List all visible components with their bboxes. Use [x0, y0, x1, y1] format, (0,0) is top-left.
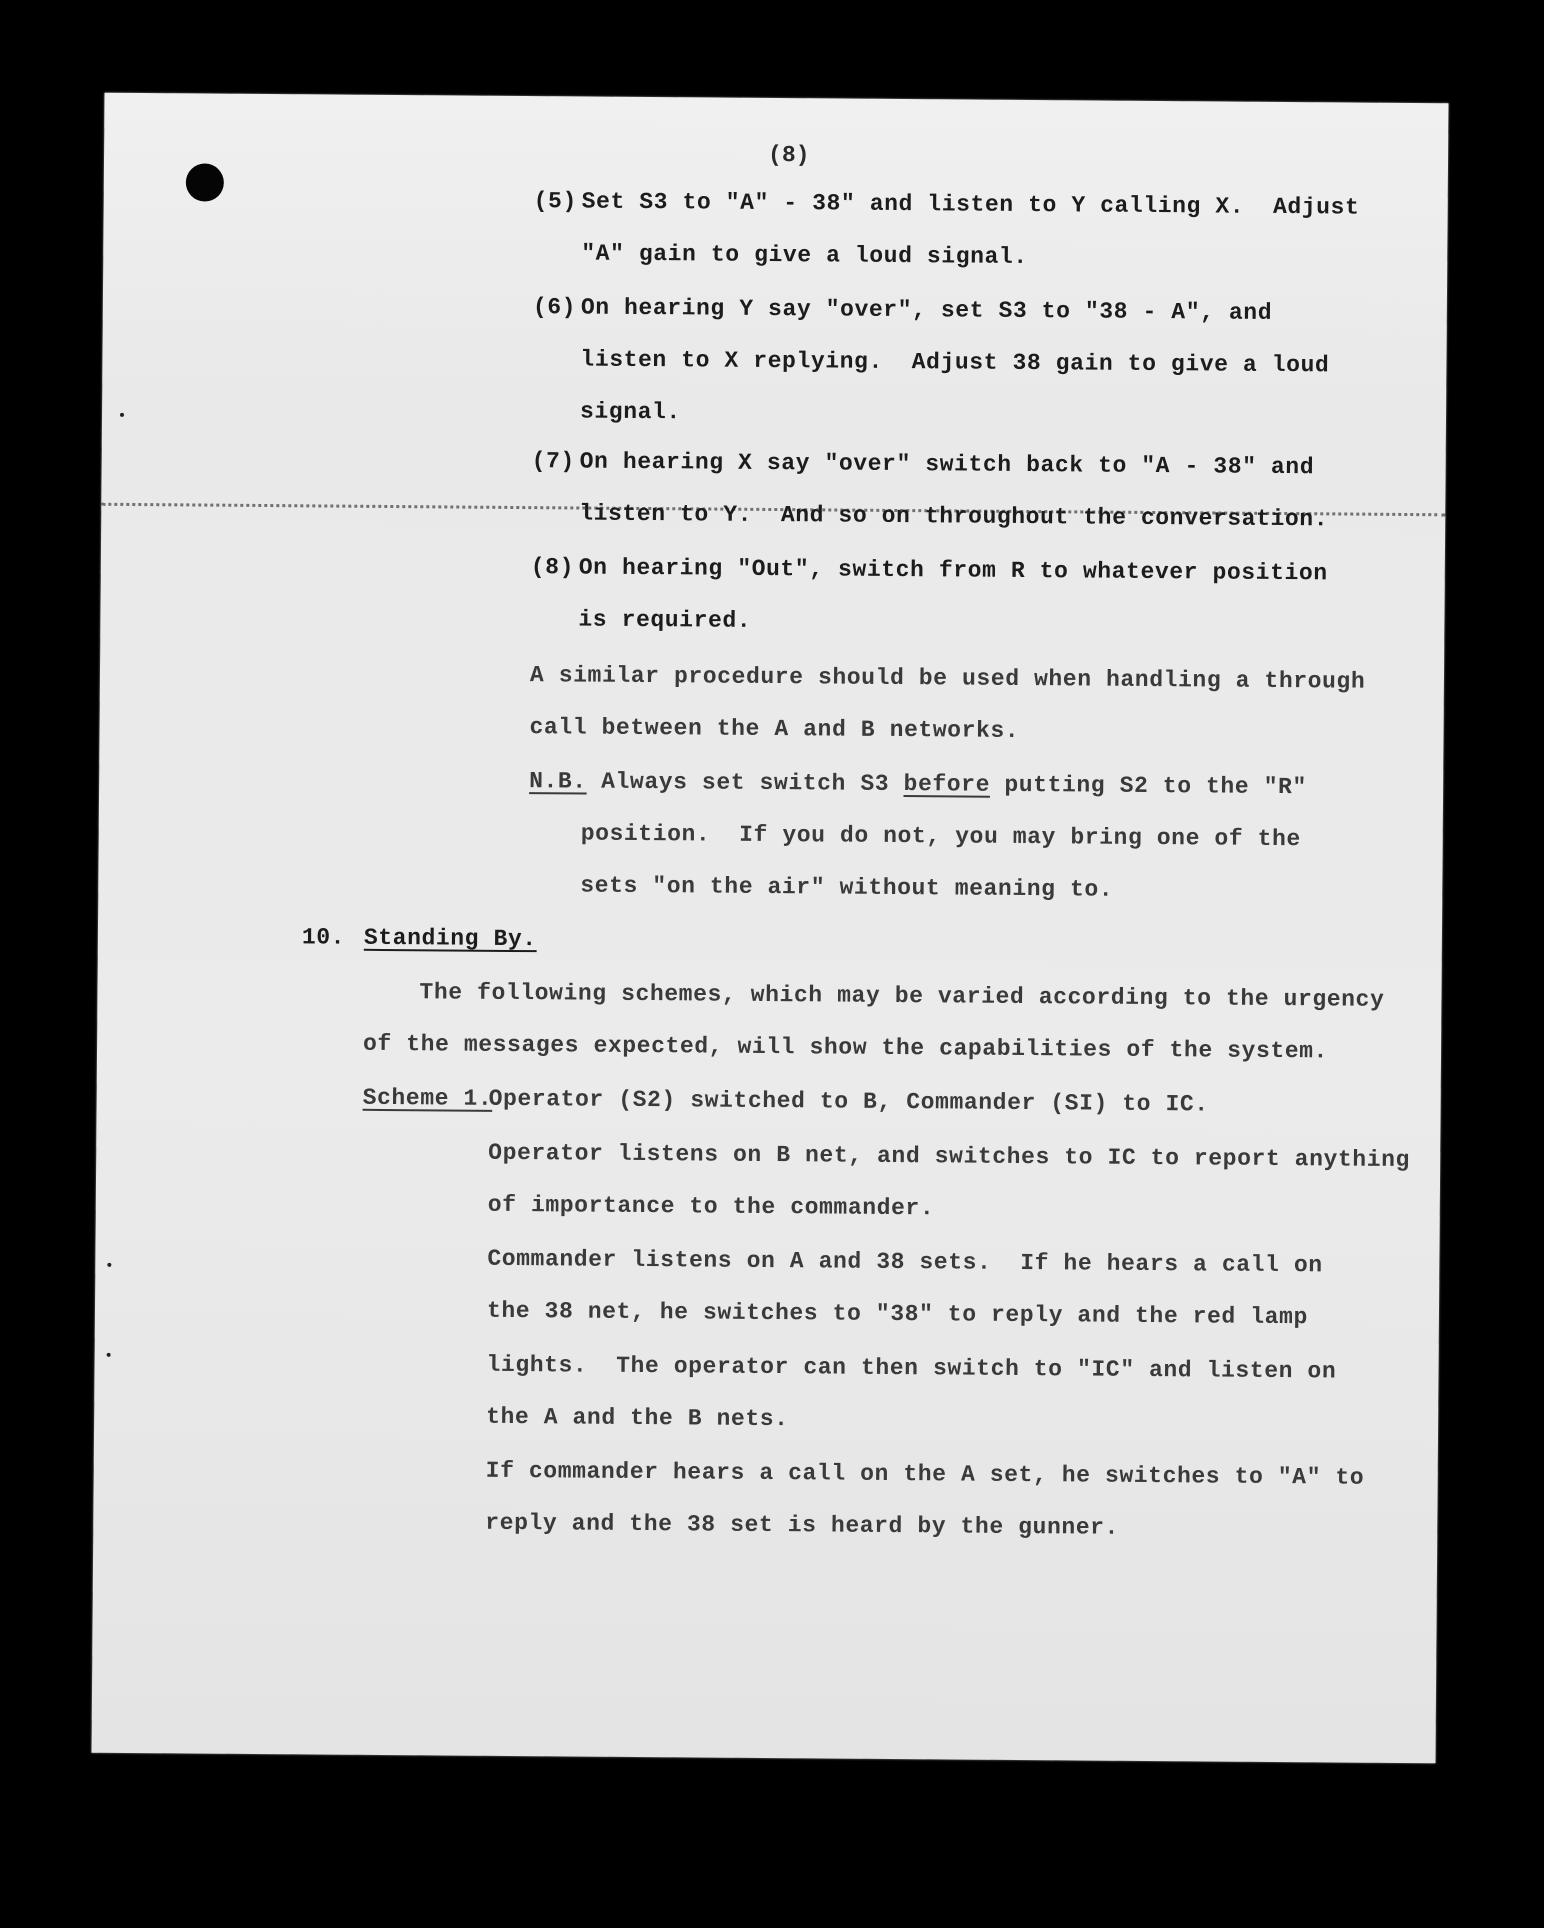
- section-number: 10.: [301, 924, 346, 951]
- document-page: [92, 93, 1449, 1764]
- scheme-line: lights. The operator can then switch to "IC" and listen on: [486, 1351, 1337, 1385]
- nb-label: N.B.: [529, 768, 587, 795]
- step-label: (5): [533, 188, 578, 215]
- intro-line: The following schemes, which may be varied according to the urgency: [419, 979, 1385, 1013]
- step-text: signal.: [579, 398, 681, 426]
- scheme-line: of importance to the commander.: [487, 1191, 935, 1222]
- scheme-line: the A and the B nets.: [486, 1403, 789, 1433]
- page-number: (8): [767, 141, 810, 169]
- step-text: listen to Y. And so on throughout the conversation.: [579, 500, 1329, 533]
- scheme-line: Operator listens on B net, and switches to IC to report anything: [488, 1139, 1411, 1174]
- step-text: Set S3 to "A" - 38" and listen to Y calling X. Adjust: [581, 188, 1360, 221]
- section-title: Standing By.: [363, 924, 537, 953]
- nb-text: putting S2 to the "R": [989, 771, 1307, 801]
- step-label: (6): [532, 294, 577, 321]
- speck: [107, 1353, 111, 1357]
- nb-line: [529, 768, 1307, 800]
- step-label: (8): [530, 554, 575, 581]
- scheme-line: the 38 net, he switches to "38" to reply and the red lamp: [486, 1297, 1308, 1331]
- nb-emphasis: before: [903, 771, 991, 798]
- step-label: (7): [531, 448, 575, 475]
- step-text: is required.: [578, 606, 752, 634]
- step-text: On hearing X say "over" switch back to "A - 38" and: [579, 448, 1315, 481]
- intro-line: of the messages expected, will show the capabilities of the system.: [362, 1030, 1329, 1065]
- scheme-line: Operator (S2) switched to B, Commander (SI) to IC.: [488, 1085, 1209, 1118]
- scheme-line: If commander hears a call on the A set, he switches to "A" to: [485, 1457, 1365, 1491]
- scheme-label: Scheme 1.: [362, 1084, 493, 1112]
- scheme-line: reply and the 38 set is heard by the gunner.: [485, 1509, 1120, 1541]
- speck: [120, 413, 124, 417]
- scheme-line: Commander listens on A and 38 sets. If he hears a call on: [487, 1245, 1323, 1279]
- nb-text: Always set switch S3: [586, 768, 904, 798]
- nb-line: position. If you do not, you may bring one of the: [580, 820, 1301, 853]
- step-text: On hearing "Out", switch from R to whatever position: [578, 554, 1328, 587]
- punch-hole: [186, 163, 224, 201]
- step-text: listen to X replying. Adjust 38 gain to give a loud: [580, 346, 1330, 379]
- speck: [107, 1263, 111, 1267]
- paragraph-line: A similar procedure should be used when handling a through: [529, 662, 1366, 695]
- step-text: On hearing Y say "over", set S3 to "38 - A", and: [580, 294, 1273, 326]
- nb-line: sets "on the air" without meaning to.: [580, 872, 1114, 903]
- paragraph-line: call between the A and B networks.: [529, 714, 1020, 744]
- step-text: "A" gain to give a loud signal.: [581, 240, 1028, 271]
